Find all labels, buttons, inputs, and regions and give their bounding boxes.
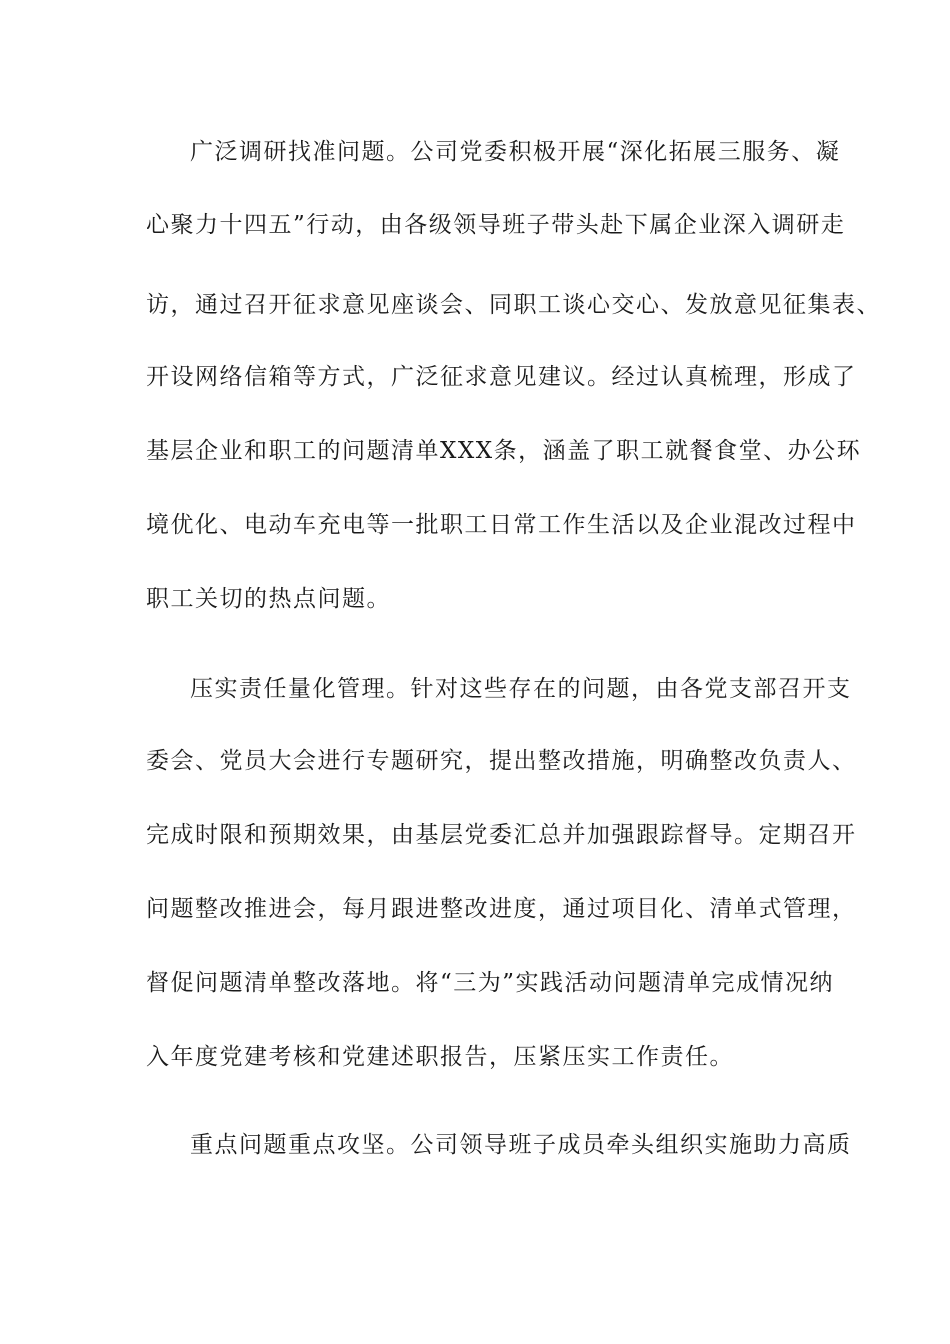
paragraph-2-line-2: 委会、党员大会进行专题研究，提出整改措施，明确整改负责人、 xyxy=(146,748,857,774)
paragraph-1-line-6: 境优化、电动车充电等一批职工日常工作生活以及企业混改过程中 xyxy=(146,512,857,538)
paragraph-1-line-5: 基层企业和职工的问题清单XXX条，涵盖了职工就餐食堂、办公环 xyxy=(146,438,862,464)
paragraph-1-line-3: 访，通过召开征求意见座谈会、同职工谈心交心、发放意见征集表、 xyxy=(146,292,881,318)
paragraph-2-line-5: 督促问题清单整改落地。将“三为”实践活动问题清单完成情况纳 xyxy=(146,970,835,996)
paragraph-2-line-1: 压实责任量化管理。针对这些存在的问题，由各党支部召开支 xyxy=(190,676,852,702)
paragraph-2-line-4: 问题整改推进会，每月跟进整改进度，通过项目化、清单式管理， xyxy=(146,896,857,922)
paragraph-1-line-7: 职工关切的热点问题。 xyxy=(146,586,391,612)
paragraph-1-line-4: 开设网络信箱等方式，广泛征求意见建议。经过认真梳理，形成了 xyxy=(146,364,857,390)
paragraph-3-line-1: 重点问题重点攻坚。公司领导班子成员牵头组织实施助力高质 xyxy=(190,1132,852,1158)
paragraph-2-line-6: 入年度党建考核和党建述职报告，压紧压实工作责任。 xyxy=(146,1044,734,1070)
paragraph-1-line-2: 心聚力十四五”行动，由各级领导班子带头赴下属企业深入调研走 xyxy=(146,212,846,238)
paragraph-2-line-3: 完成时限和预期效果，由基层党委汇总并加强跟踪督导。定期召开 xyxy=(146,822,857,848)
paragraph-1-line-1: 广泛调研找准问题。公司党委积极开展“深化拓展三服务、凝 xyxy=(190,139,841,165)
